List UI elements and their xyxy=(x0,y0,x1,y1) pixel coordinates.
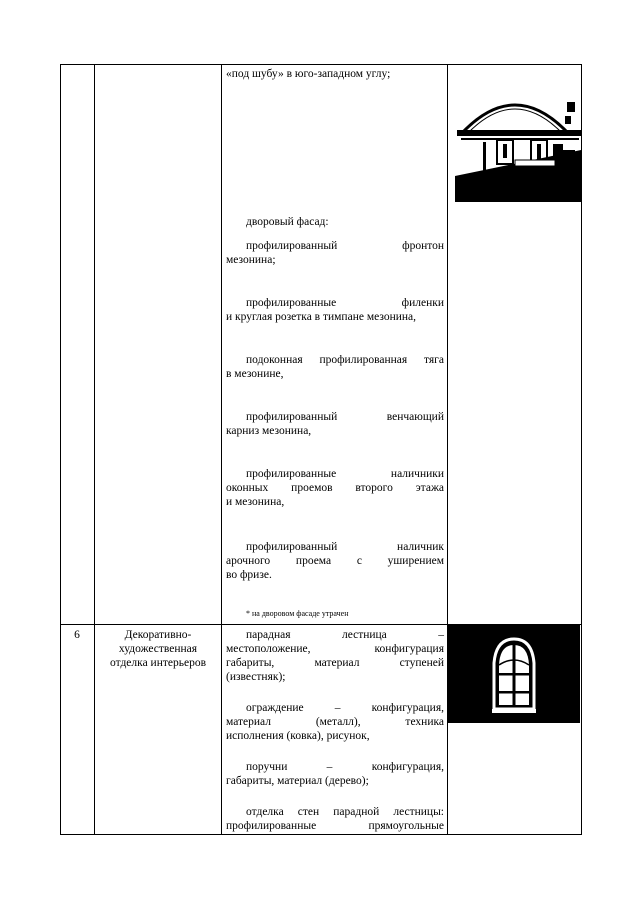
row-title-line: художественная xyxy=(118,643,198,655)
item-line: (известняк); xyxy=(226,671,286,683)
item-line: профилированные наличники xyxy=(246,468,444,480)
row-number: 6 xyxy=(74,629,80,641)
item-line: местоположение, конфигурация xyxy=(226,643,444,655)
item-line: материал (металл), техника xyxy=(226,716,444,728)
item-line: во фризе. xyxy=(226,569,272,581)
item-line: отделка стен парадной лестницы: xyxy=(246,806,444,818)
facade-image xyxy=(455,72,581,202)
col-divider-1 xyxy=(94,64,95,835)
item-line: габариты, материал ступеней xyxy=(226,657,444,669)
row-title-line: Декоративно- xyxy=(124,629,192,641)
interior-image xyxy=(448,625,580,723)
item-line: профилированный наличник xyxy=(246,541,444,553)
item-line: профилированный венчающий xyxy=(246,411,444,423)
item-line: поручни – конфигурация, xyxy=(246,761,444,773)
table-top-border xyxy=(60,64,582,65)
item-line: подоконная профилированная тяга xyxy=(246,354,444,366)
item-line: исполнения (ковка), рисунок, xyxy=(226,730,370,742)
courtyard-facade-heading: дворовый фасад: xyxy=(246,216,329,228)
item-line: профилированный фронтон xyxy=(246,240,444,252)
item-line: и мезонина, xyxy=(226,496,285,508)
continued-text-line: «под шубу» в юго-западном углу; xyxy=(226,68,391,80)
item-line: карниз мезонина, xyxy=(226,425,312,437)
item-line: мезонина; xyxy=(226,254,276,266)
item-line: ограждение – конфигурация, xyxy=(246,702,444,714)
item-line: габариты, материал (дерево); xyxy=(226,775,369,787)
item-line: оконных проемов второго этажа xyxy=(226,482,444,494)
item-line: арочного проема с уширением xyxy=(226,555,444,567)
building-facade-photo xyxy=(455,72,581,202)
arched-window-interior-photo xyxy=(448,625,580,723)
item-line: профилированные прямоугольные xyxy=(226,820,444,832)
item-line: парадная лестница – xyxy=(246,629,444,641)
table-right-border xyxy=(581,64,582,835)
item-line: и круглая розетка в тимпане мезонина, xyxy=(226,311,417,323)
col-divider-2 xyxy=(221,64,222,835)
item-line: в мезонине, xyxy=(226,368,284,380)
table-left-border xyxy=(60,64,61,835)
row-title-line: отделка интерьеров xyxy=(109,657,207,669)
table-bottom-border xyxy=(60,834,582,835)
footnote: * на дворовом фасаде утрачен xyxy=(246,609,349,618)
item-line: профилированные филенки xyxy=(246,297,444,309)
